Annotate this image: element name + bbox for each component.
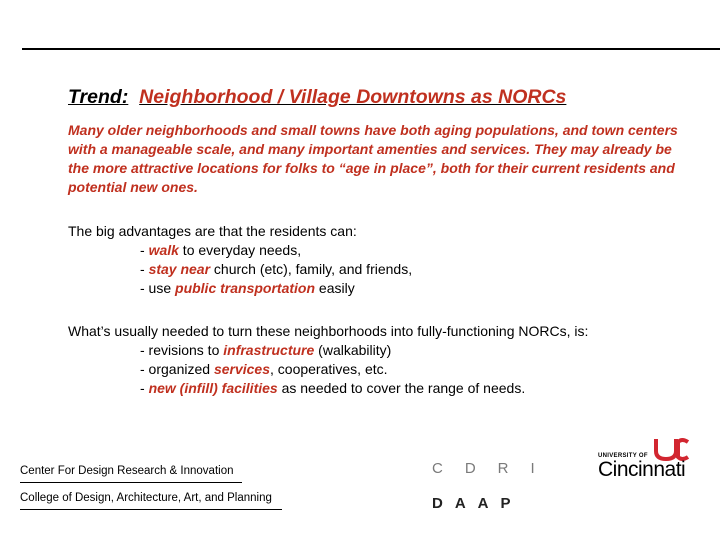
footer-rule [20, 482, 242, 483]
top-rule [22, 48, 720, 50]
footer-cdri-name: Center For Design Research & Innovation [20, 465, 234, 477]
uc-university-of: UNIVERSITY OF [598, 453, 648, 459]
advantage-item: - stay near church (etc), family, and friends, [140, 261, 413, 277]
footer-college-name: College of Design, Architecture, Art, and Planning [20, 492, 272, 504]
title-topic: Neighborhood / Village Downtowns as NORCs [139, 86, 567, 108]
slide-title [68, 86, 566, 109]
intro-paragraph: Many older neighborhoods and small towns have both aging populations, and town centers with a manageable scale, and many important amenties and services. They may already be the more attractive locations for folks to “age in place”, both for their current residents and potential new ones. [68, 122, 678, 195]
cdri-wordmark: CDRI [432, 460, 557, 477]
need-item: - new (infill) facilities as needed to cover the range of needs. [140, 380, 526, 396]
advantage-item: - use public transportation easily [140, 280, 355, 296]
needs-heading: What’s usually needed to turn these neighborhoods into fully-functioning NORCs, is: [68, 323, 589, 339]
advantages-heading: The big advantages are that the residents can: [68, 223, 357, 239]
advantage-item: - walk to everyday needs, [140, 242, 302, 258]
footer-rule [20, 509, 282, 510]
advantages-block [68, 222, 688, 298]
needs-block [68, 322, 688, 398]
title-lead: Trend: [68, 86, 129, 108]
daap-wordmark: DAAP [432, 495, 523, 512]
need-item: - revisions to infrastructure (walkability) [140, 342, 392, 358]
need-item: - organized services, cooperatives, etc. [140, 361, 388, 377]
uc-name: Cincinnati [598, 458, 686, 481]
